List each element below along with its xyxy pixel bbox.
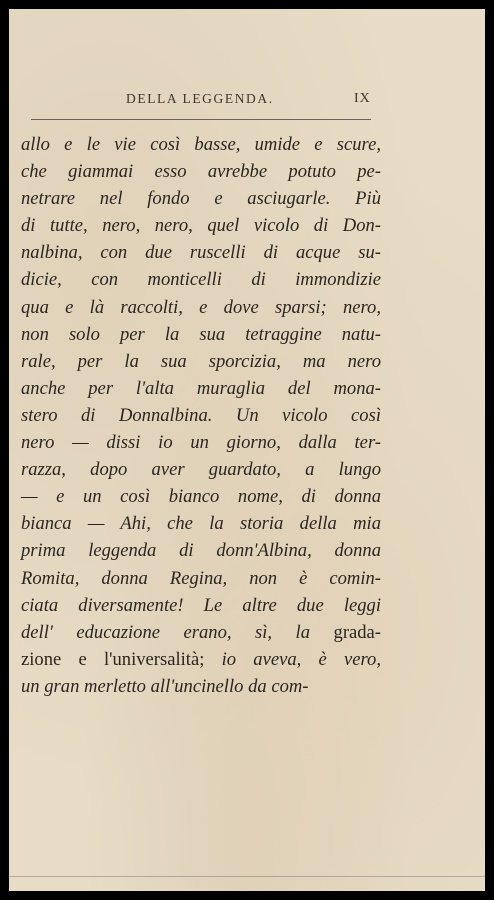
running-head: DELLA LEGGENDA.: [126, 91, 274, 106]
page-number: IX: [354, 91, 371, 106]
book-page: [9, 9, 485, 891]
text-line: ciata diversamente! Le altre due leggi: [21, 594, 381, 616]
text-line: nero — dissi io un giorno, dalla ter-: [21, 432, 381, 454]
text-line: un gran merletto all'uncinello da com-: [21, 675, 309, 697]
text-line: prima leggenda di donn'Albina, donna: [21, 540, 381, 562]
text-line: di tutte, nero, nero, quel vicolo di Don-: [21, 215, 381, 237]
text-line: — e un così bianco nome, di donna: [21, 486, 381, 508]
text-line: che giammai esso avrebbe potuto pe-: [21, 161, 381, 183]
text-line: rale, per la sua sporcizia, ma nero: [21, 350, 381, 372]
page-bottom-edge: [9, 876, 485, 877]
text-line: anche per l'alta muraglia del mona-: [21, 377, 381, 399]
text-line: dicie, con monticelli di immondizie: [21, 269, 381, 291]
text-line: non solo per la sua tetraggine natu-: [21, 323, 381, 345]
header-rule: [31, 119, 371, 120]
text-line: stero di Donnalbina. Un vicolo così: [21, 404, 381, 426]
text-line-mixed: [21, 646, 381, 673]
text-line-mixed: [21, 619, 381, 646]
text-line: netrare nel fondo e asciugarle. Più: [21, 188, 381, 210]
text-line: nalbina, con due ruscelli di acque su-: [21, 242, 381, 264]
text-line: bianca — Ahi, che la storia della mia: [21, 513, 381, 535]
text-line: Romita, donna Regina, non è comin-: [21, 567, 381, 589]
text-segment-upright: grada-: [333, 621, 381, 643]
text-segment-italic: dell' educazione erano, sì, la: [21, 621, 311, 643]
text-line: razza, dopo aver guardato, a lungo: [21, 459, 381, 481]
text-segment-upright: zione e l'universalità;: [21, 648, 205, 670]
text-segment-italic: io aveva, è vero,: [221, 648, 381, 670]
page-header: [31, 89, 373, 113]
body-text: [21, 131, 381, 700]
text-line: allo e le vie così basse, umide e scure,: [21, 134, 381, 155]
text-line: qua e là raccolti, e dove sparsi; nero,: [21, 296, 381, 318]
